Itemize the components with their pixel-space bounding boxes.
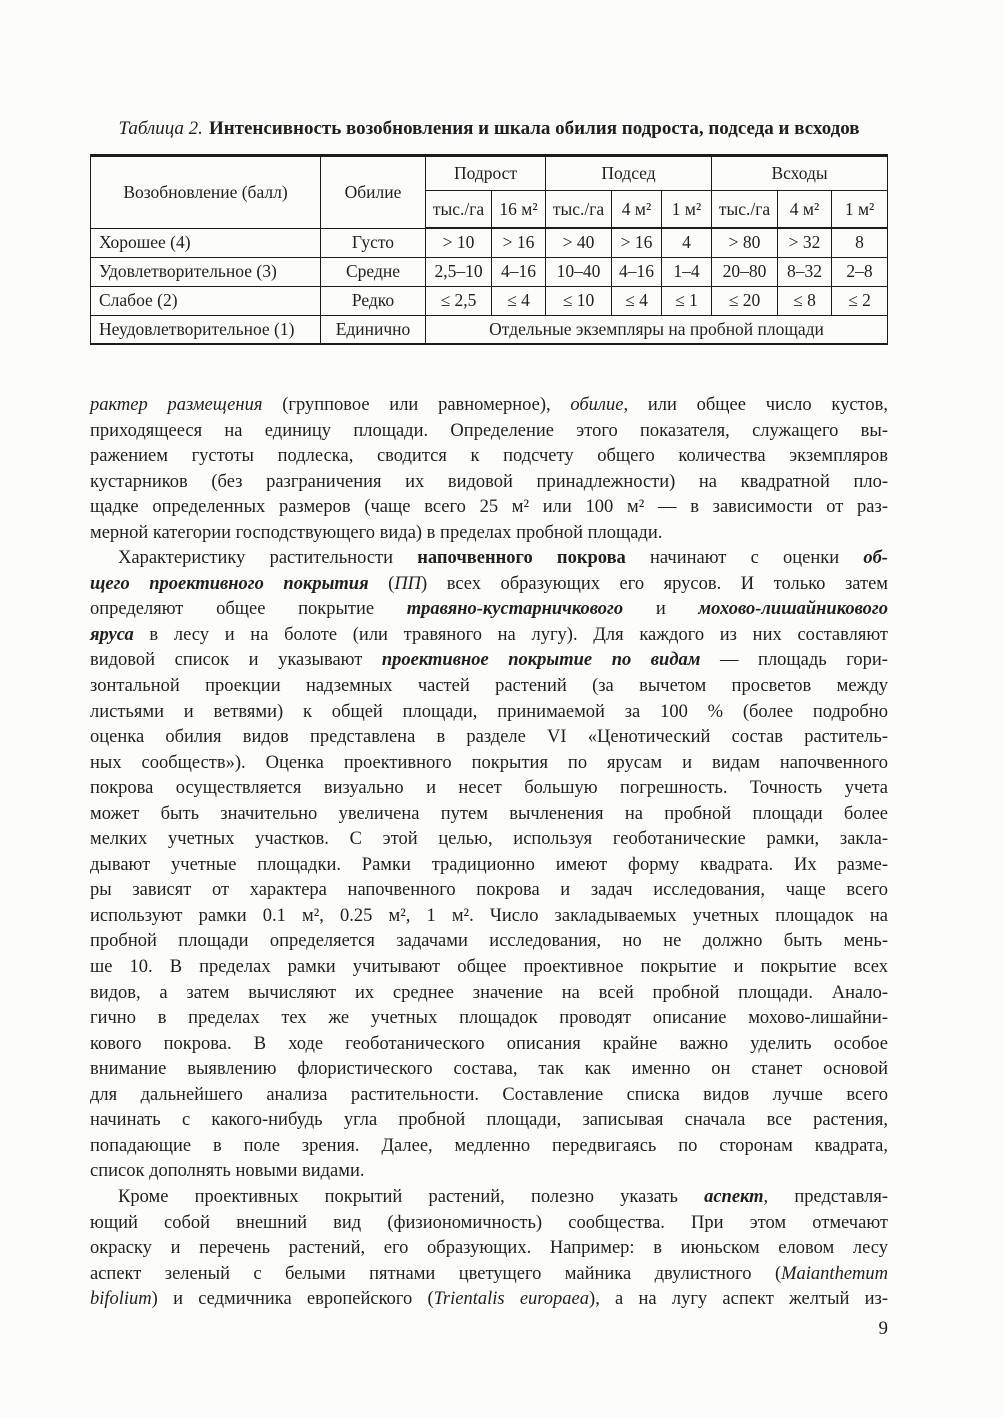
- table-cell-span: Отдельные экземпляры на пробной площади: [426, 315, 888, 344]
- text-run: для дальнейшего анализа растительности. Составление списка видов лучше всего: [90, 1084, 888, 1105]
- text-line: [90, 1083, 888, 1109]
- table-row: [91, 315, 888, 344]
- text-run: зонтальной проекции надземных частей растений (за вычетом просветов между: [90, 676, 888, 697]
- text-run: кустарников (без разграничения их видовой принадлежности) на квадратной пло-: [90, 471, 888, 492]
- text-run: ше 10. В пределах рамки учитывают общее проективное покрытие и покрытие всех: [90, 957, 888, 978]
- text-run: видовой список и указывают: [90, 650, 382, 671]
- header-group-podsed: Подсед: [546, 156, 712, 191]
- text-run: ных сообществ»). Оценка проективного покрытия по ярусам и видам напочвенного: [90, 752, 888, 773]
- table-cell: > 32: [778, 228, 832, 257]
- text-run: видов, а затем вычисляют их среднее значение на всей пробной площади. Анало-: [90, 982, 888, 1003]
- text-run: кового покрова. В ходе геоботанического описания крайне важно уделить особое: [90, 1033, 888, 1054]
- text-line: [90, 1236, 888, 1262]
- text-run: напочвенного покрова: [417, 548, 626, 569]
- unit-cell: 4 м²: [778, 191, 832, 229]
- header-group-podrost: Подрост: [426, 156, 546, 191]
- unit-cell: тыс./га: [426, 191, 492, 229]
- text-line: [90, 725, 888, 751]
- table-cell: 4–16: [612, 257, 662, 286]
- text-run: рактер размещения: [90, 395, 263, 415]
- table-cell: ≤ 8: [778, 286, 832, 315]
- page-number: 9: [878, 1318, 888, 1339]
- text-run: щадке определенных размеров (чаще всего 25 м² или 100 м² — в зависимости от раз-: [90, 497, 888, 518]
- text-line: [90, 597, 888, 623]
- table-cell: 1–4: [662, 257, 712, 286]
- table-row: [91, 228, 888, 257]
- text-line: [90, 981, 888, 1007]
- text-run: окраску и перечень растений, его образующих. Например: в июньском еловом лесу: [90, 1238, 888, 1259]
- text-line: [90, 1006, 888, 1032]
- regeneration-table: [90, 154, 888, 345]
- table-cell: > 16: [492, 228, 546, 257]
- text-run: ющий собой внешний вид (физиономичность) сообщества. При этом отмечают: [90, 1212, 888, 1233]
- text-run: список дополнять новыми видами.: [90, 1161, 365, 1182]
- unit-cell: тыс./га: [546, 191, 612, 229]
- text-run: обилие: [570, 395, 624, 415]
- text-run: мелких учетных участков. С этой целью, используя геоботанические рамки, закла-: [90, 829, 888, 850]
- text-run: пробной площади определяется задачами исследования, но не должно быть мень-: [90, 931, 888, 952]
- text-run: ) и седмичника европейского (: [151, 1289, 434, 1310]
- table-cell: 20–80: [712, 257, 778, 286]
- text-run: (: [368, 573, 395, 594]
- text-run: яруса: [90, 624, 134, 645]
- table-cell: ≤ 20: [712, 286, 778, 315]
- text-line: [90, 674, 888, 700]
- text-run: начинают с оценки: [625, 548, 864, 569]
- text-run: Trientalis europaea: [433, 1289, 590, 1310]
- table-cell: 4–16: [492, 257, 546, 286]
- text-run: Maianthemum: [781, 1263, 888, 1284]
- text-run: ры зависят от характера напочвенного покрова и задач исследования, чаще всего: [90, 880, 888, 901]
- table-cell: ≤ 1: [662, 286, 712, 315]
- text-run: в лесу и на болоте (или травяного на лугу). Для каждого из них составляют: [133, 624, 888, 645]
- text-line: [90, 802, 888, 828]
- text-line: [90, 419, 888, 445]
- body-text: [90, 393, 888, 1313]
- table-cell: Единично: [321, 315, 426, 344]
- table-cell: 4: [662, 228, 712, 257]
- text-run: листьями и ветвями) к общей площади, принимаемой за 100 % (более подробно: [90, 701, 888, 722]
- text-run: об-: [863, 548, 888, 569]
- text-line: [90, 1211, 888, 1237]
- text-run: покрова осуществляется визуально и несет большую погрешность. Точность учета: [90, 778, 888, 799]
- text-run: внимание выявлению флористического состава, так как именно он станет основой: [90, 1059, 888, 1080]
- text-run: ПП: [394, 573, 422, 594]
- text-run: травяно-кустарничкового: [406, 599, 624, 620]
- text-line: [90, 1108, 888, 1134]
- unit-cell: 16 м²: [492, 191, 546, 229]
- table-cell: Неудовлетворительное (1): [91, 315, 321, 344]
- text-run: дывают учетные площадки. Рамки традиционно имеют форму квадрата. Их разме-: [90, 854, 888, 875]
- table-cell: ≤ 4: [612, 286, 662, 315]
- text-line: [90, 1159, 888, 1185]
- header-group-vskhody: Всходы: [712, 156, 888, 191]
- text-line: [90, 546, 888, 572]
- text-run: проективное покрытие по видам: [381, 650, 701, 671]
- text-run: может быть значительно увеличена путем вычленения на пробной площади более: [90, 803, 888, 824]
- table-cell: Редко: [321, 286, 426, 315]
- text-line: [90, 700, 888, 726]
- text-line: [90, 929, 888, 955]
- text-run: гично в пределах тех же учетных площадок проводят описание мохово-лишайни-: [90, 1008, 888, 1029]
- text-run: попадающие в поле зрения. Далее, медленно передвигаясь по сторонам квадрата,: [90, 1135, 888, 1156]
- table-cell: Хорошее (4): [91, 228, 321, 257]
- text-line: [90, 878, 888, 904]
- table-cell: Средне: [321, 257, 426, 286]
- text-run: , представля-: [763, 1186, 888, 1207]
- unit-cell: 1 м²: [832, 191, 888, 229]
- text-line: [90, 444, 888, 470]
- text-run: ), а на лугу аспект желтый из-: [589, 1289, 889, 1310]
- text-run: определяют общее покрытие: [90, 599, 407, 620]
- text-run: — площадь гори-: [700, 650, 888, 671]
- text-line: [90, 955, 888, 981]
- table-cell: > 80: [712, 228, 778, 257]
- header-abundance: Обилие: [321, 156, 426, 229]
- table-cell: ≤ 2,5: [426, 286, 492, 315]
- text-line: [90, 495, 888, 521]
- table-cell: > 10: [426, 228, 492, 257]
- table-cell: ≤ 2: [832, 286, 888, 315]
- text-run: (групповое или равномерное),: [262, 395, 571, 415]
- table-cell: Густо: [321, 228, 426, 257]
- table-caption-title: Интенсивность возобновления и шкала обилия подроста, подседа и всходов: [208, 118, 860, 139]
- table-cell: 2,5–10: [426, 257, 492, 286]
- text-line: [90, 572, 888, 598]
- table-row: [91, 286, 888, 315]
- text-run: ) всех образующих его ярусов. И только затем: [421, 573, 888, 594]
- table-cell: 2–8: [832, 257, 888, 286]
- table-caption-label: Таблица 2.: [118, 118, 203, 139]
- table-cell: > 40: [546, 228, 612, 257]
- text-line: [90, 776, 888, 802]
- text-line: [90, 1262, 888, 1288]
- text-run: мохово-лишайникового: [698, 599, 888, 620]
- text-line: [90, 751, 888, 777]
- text-line: [90, 827, 888, 853]
- text-line: [90, 1057, 888, 1083]
- table-cell: 10–40: [546, 257, 612, 286]
- text-run: ражением густоты подлеска, сводится к подсчету общего количества экземпляров: [90, 446, 888, 467]
- text-run: , или общее число кустов,: [623, 395, 889, 415]
- table-cell: 8–32: [778, 257, 832, 286]
- text-run: приходящееся на единицу площади. Определение этого показателя, служащего вы-: [90, 420, 888, 441]
- text-run: bifolium: [90, 1289, 152, 1310]
- table-cell: 8: [832, 228, 888, 257]
- text-line: [90, 623, 888, 649]
- text-line: [90, 470, 888, 496]
- text-run: оценка обилия видов представлена в разделе VI «Ценотический состав раститель-: [90, 727, 888, 748]
- text-run: начинать с какого-нибудь угла пробной площади, записывая сначала все растения,: [90, 1110, 888, 1131]
- table-cell: Удовлетворительное (3): [91, 257, 321, 286]
- unit-cell: 1 м²: [662, 191, 712, 229]
- unit-cell: тыс./га: [712, 191, 778, 229]
- table-cell: ≤ 10: [546, 286, 612, 315]
- text-line: [90, 1287, 888, 1313]
- text-run: щего проективного покрытия: [90, 573, 369, 594]
- text-line: [90, 1032, 888, 1058]
- text-run: Характеристику растительности: [118, 548, 418, 569]
- text-run: Кроме проективных покрытий растений, полезно указать: [118, 1186, 705, 1207]
- text-line: [90, 648, 888, 674]
- text-run: и: [623, 599, 699, 620]
- table-cell: ≤ 4: [492, 286, 546, 315]
- text-line: [90, 393, 888, 419]
- text-run: аспект зеленый с белыми пятнами цветущего майника двулистного (: [90, 1263, 782, 1284]
- table-cell: Слабое (2): [91, 286, 321, 315]
- text-run: мерной категории господствующего вида) в пределах пробной площади.: [90, 522, 663, 543]
- table-caption: [90, 117, 888, 141]
- header-revival: Возобновление (балл): [91, 156, 321, 229]
- text-run: аспект: [704, 1186, 764, 1207]
- text-line: [90, 521, 888, 547]
- text-line: [90, 1185, 888, 1211]
- unit-cell: 4 м²: [612, 191, 662, 229]
- text-run: используют рамки 0.1 м², 0.25 м², 1 м². Число закладываемых учетных площадок на: [90, 905, 888, 926]
- text-line: [90, 904, 888, 930]
- text-line: [90, 853, 888, 879]
- table-row: [91, 257, 888, 286]
- text-line: [90, 1134, 888, 1160]
- table-cell: > 16: [612, 228, 662, 257]
